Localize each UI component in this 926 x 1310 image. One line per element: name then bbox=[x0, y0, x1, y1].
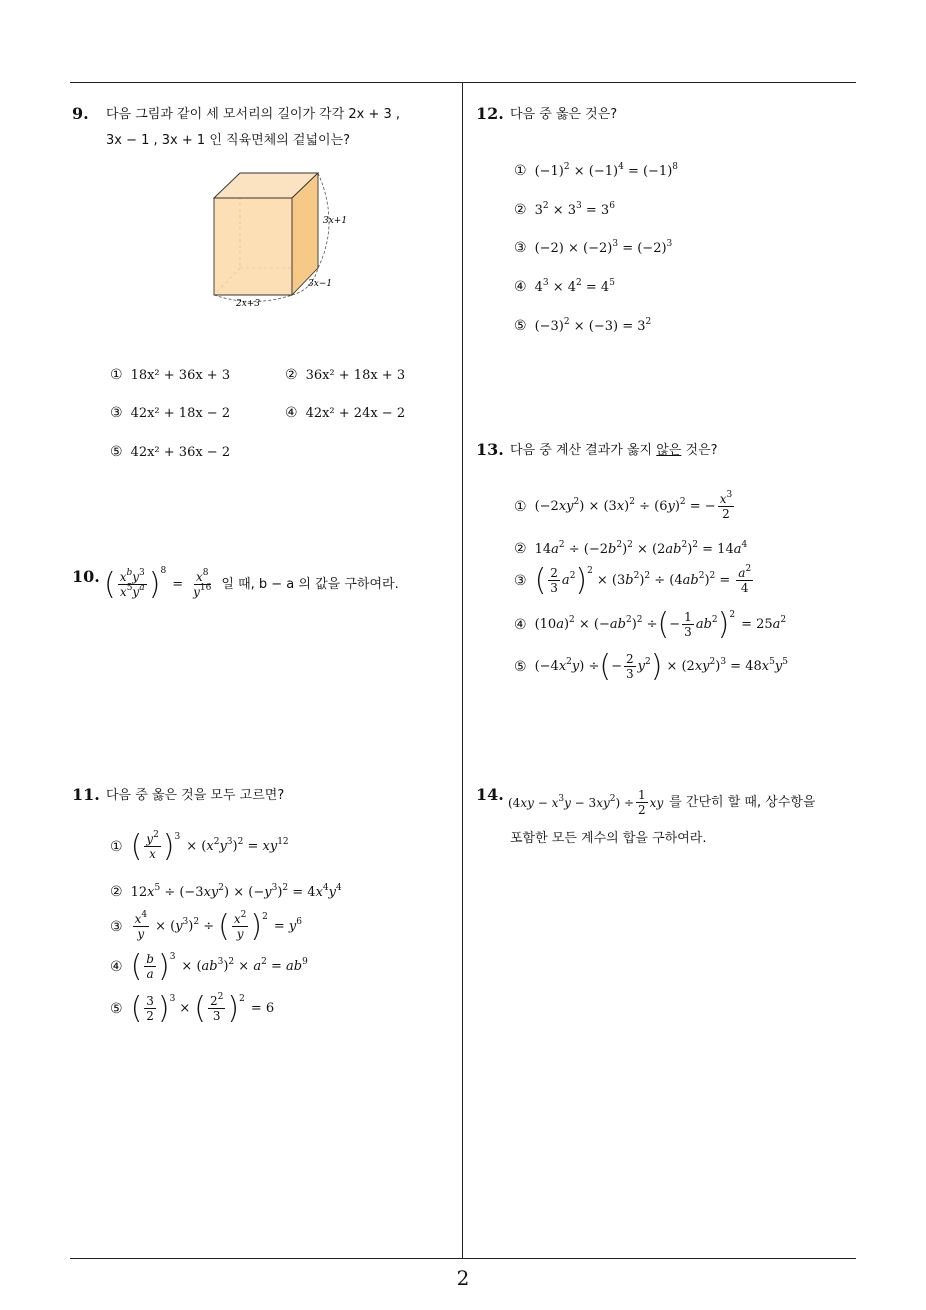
question-number: 14. bbox=[476, 785, 504, 804]
question-expression: ( $x^by^3$ $x^5y^a$ ) 8 = $\frac{x^8}{y^{16}}$ 일 때, b − a 의 값을 구하여라. bbox=[104, 566, 399, 602]
question-suffix: 일 때, b − a 의 값을 구하여라. bbox=[221, 576, 399, 592]
question-text-line: 다음 그림과 같이 세 모서리의 길이가 각각 2x + 3 , bbox=[106, 107, 401, 122]
label-height: 3x+1 bbox=[323, 216, 348, 226]
choice-5[interactable]: ⑤ ( 3 2 ) 3 × ( $2^2$ 3 ) 2 = 6 bbox=[110, 990, 275, 1026]
choice-3[interactable]: ③ ( 2 3 $a^2$ ) 2 × $(3b^2)^2 \div (4ab^2)^2$ = $\frac{a^2}{4}$ bbox=[514, 562, 752, 598]
choice-4[interactable]: ④ $(10a)^2 \times (-ab^2)^2$ ÷ ( − $\frac{1}{3}$ $ab^2$ ) 2 = $25a^2$ bbox=[514, 606, 787, 642]
question-expression: $(4xy - x^3y - 3xy^2)$ ÷ $\frac{1}{2}$ xy 를 간단히 할 때, 상수항을 bbox=[508, 788, 816, 817]
choice-5[interactable]: ⑤ $(-3)^2 \times (-3) = 3^2$ bbox=[514, 317, 652, 334]
choice-text: 42x² + 36x − 2 bbox=[130, 445, 231, 460]
question-number: 13. bbox=[476, 440, 504, 459]
choice-3[interactable]: ③ $(-2) \times (-2)^3 = (-2)^3$ bbox=[514, 239, 673, 256]
choice-1[interactable]: ① ( $y^2$ x ) 3 × $(x^2y^3)^2 = xy^{12}$ bbox=[110, 828, 289, 864]
choice-text: 42x² + 24x − 2 bbox=[305, 406, 406, 421]
underlined-word: 않은 bbox=[656, 443, 682, 458]
label-depth: 3x−1 bbox=[308, 279, 333, 289]
rhs-fraction: $\frac{x^8}{y^{16}}$ bbox=[193, 568, 212, 599]
choice-2[interactable]: ② $14a^2 \div (-2b^2)^2 \times (2ab^2)^2 = 14a^4$ bbox=[514, 540, 748, 557]
question-text-part: 것은? bbox=[681, 443, 718, 458]
choice-1[interactable]: ① $(-2xy^2) \times (3x)^2 \div (6y)^2$ = − $\frac{x^3}{2}$ bbox=[514, 490, 733, 521]
question-text-line: 포함한 모든 계수의 합을 구하여라. bbox=[510, 831, 707, 846]
choice-2[interactable]: ② $12x^5 \div (-3xy^2) \times (-y^3)^2 = 4x^4y^4$ bbox=[110, 883, 342, 900]
question-number: 11. bbox=[72, 785, 100, 804]
question-number: 10. bbox=[72, 567, 100, 586]
choice-1[interactable]: ① $(-1)^2 \times (-1)^4 = (-1)^8$ bbox=[514, 162, 679, 179]
choice-1[interactable]: ① 18x² + 36x + 3 bbox=[110, 367, 231, 383]
question-number: 9. bbox=[72, 104, 89, 123]
cuboid-figure bbox=[200, 168, 360, 313]
choice-4[interactable]: ④ ( b a ) 3 × $(ab^3)^2 \times a^2 = ab^9$ bbox=[110, 948, 308, 984]
question-text-line: 3x − 1 , 3x + 1 인 직육면체의 겉넓이는? bbox=[106, 133, 351, 148]
choice-text: 42x² + 18x − 2 bbox=[130, 406, 231, 421]
question-text: 다음 중 옳은 것은? bbox=[510, 107, 618, 122]
lhs-fraction: $x^by^3$ $x^5y^a$ bbox=[119, 568, 145, 599]
question-text-part: 다음 중 계산 결과가 옳지 bbox=[510, 443, 657, 458]
page-number: 2 bbox=[456, 1266, 470, 1290]
choice-3[interactable]: ③ $\frac{x^4}{y}$ × $(y^3)^2$ ÷ ( $x^2$ y ) 2 = $y^6$ bbox=[110, 908, 302, 944]
bottom-rule bbox=[70, 1258, 856, 1259]
choice-text: 18x² + 36x + 3 bbox=[130, 368, 231, 383]
choice-4[interactable]: ④ $4^3 \times 4^2 = 4^5$ bbox=[514, 278, 615, 295]
label-width: 2x+3 bbox=[236, 299, 261, 309]
choice-text: 36x² + 18x + 3 bbox=[305, 368, 406, 383]
choice-2[interactable]: ② 36x² + 18x + 3 bbox=[285, 367, 406, 383]
question-number: 12. bbox=[476, 104, 504, 123]
question-text bbox=[106, 104, 456, 152]
choice-5[interactable]: ⑤ 42x² + 36x − 2 bbox=[110, 444, 231, 460]
choice-2[interactable]: ② $3^2 \times 3^3 = 3^6$ bbox=[514, 201, 615, 218]
column-divider bbox=[462, 83, 463, 1258]
choice-3[interactable]: ③ 42x² + 18x − 2 bbox=[110, 405, 231, 421]
choice-4[interactable]: ④ 42x² + 24x − 2 bbox=[285, 405, 406, 421]
question-text bbox=[510, 440, 718, 462]
question-text: 다음 중 옳은 것을 모두 고르면? bbox=[106, 788, 285, 803]
top-rule bbox=[70, 82, 856, 83]
choice-5[interactable]: ⑤ $(-4x^2y)$ ÷ ( − $\frac{2}{3}$ $y^2$ ) × $(2xy^2)^3 = 48x^5y^5$ bbox=[514, 648, 788, 684]
question-text-line: 를 간단히 할 때, 상수항을 bbox=[669, 794, 816, 810]
